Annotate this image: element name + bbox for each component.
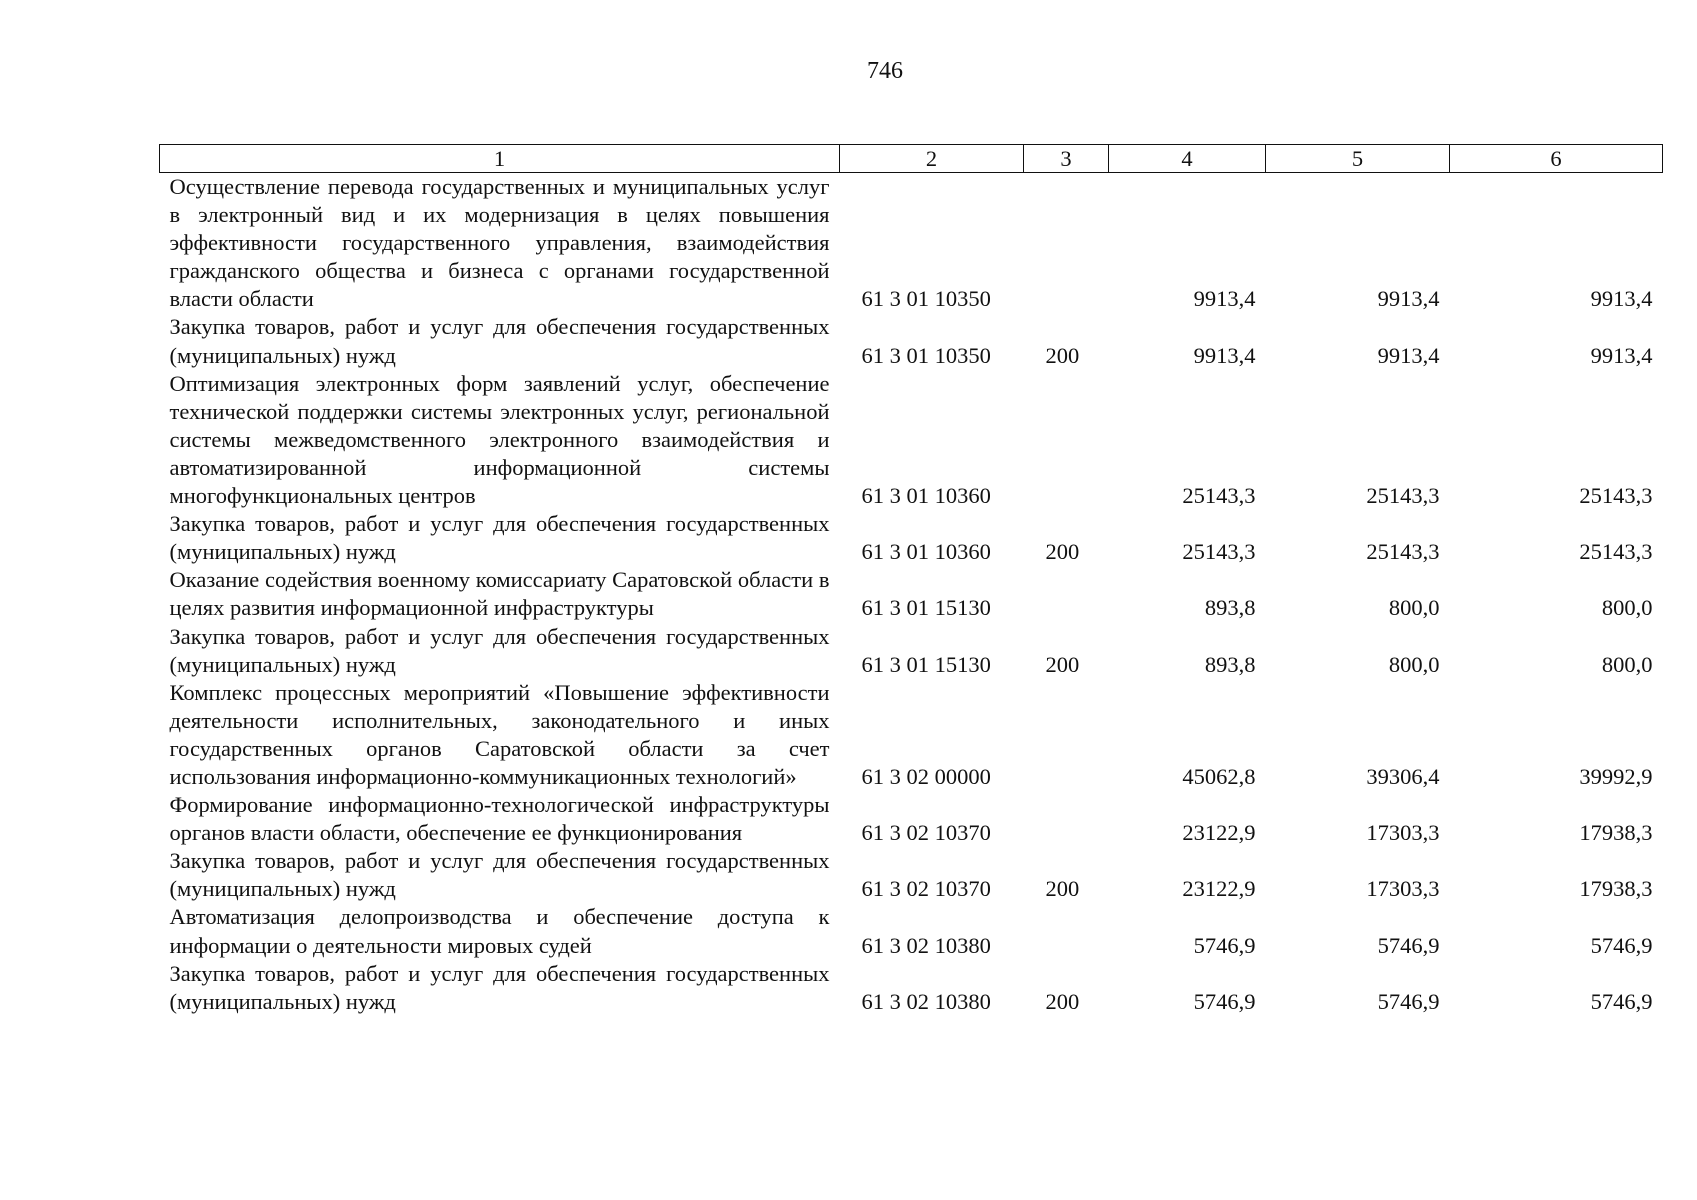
expense-type-code [1024,679,1109,791]
target-item-code: 61 3 01 15130 [861,651,991,677]
target-item-code: 61 3 02 10380 [861,988,991,1014]
amount-col-6: 25143,3 [1579,483,1653,509]
table-header [160,145,1663,173]
target-item-code: 61 3 02 00000 [861,763,991,789]
target-item-code: 61 3 01 10350 [861,342,991,368]
item-name: Закупка товаров, работ и услуг для обеспечения государственных (муниципальных) нужд [169,511,830,565]
column-header-3: 3 [1024,145,1109,173]
item-name: Осуществление перевода государственных и муниципальных услуг в электронный вид и их модернизация в целях повышения эффективности государственного управления, взаимодействия гражданского общества и бизнеса с органами государственной власти области [169,174,830,312]
item-name: Закупка товаров, работ и услуг для обеспечения государственных (муниципальных) нужд [169,623,830,677]
expense-type-code [1024,903,1109,959]
target-item-code: 61 3 01 10360 [861,539,991,565]
item-name: Оптимизация электронных форм заявлений услуг, обеспечение технической поддержки системы электронных услуг, региональной системы межведомственного электронного взаимодействия и автоматизированной информационной системы многофункциональных центров [169,370,830,509]
amount-col-6: 5746,9 [1590,988,1653,1014]
item-name: Закупка товаров, работ и услуг для обеспечения государственных (муниципальных) нужд [169,960,830,1014]
amount-col-6: 17938,3 [1579,876,1653,902]
item-name: Автоматизация делопроизводства и обеспечение доступа к информации о деятельности мировых судей [169,904,830,958]
amount-col-5: 17303,3 [1366,876,1440,902]
amount-col-4: 5746,9 [1193,988,1256,1014]
column-header-4: 4 [1109,145,1266,173]
amount-col-5: 800,0 [1388,651,1440,677]
expense-type-code: 200 [1045,651,1080,677]
expense-type-code: 200 [1045,539,1080,565]
page-number: 746 [867,58,903,84]
table-row [160,679,1663,791]
amount-col-5: 800,0 [1388,595,1440,621]
amount-col-5: 17303,3 [1366,820,1440,846]
amount-col-6: 5746,9 [1590,932,1653,958]
table-row [160,510,1663,566]
column-header-5: 5 [1266,145,1450,173]
table-row [160,566,1663,622]
expense-type-code [1024,566,1109,622]
table-row [160,791,1663,847]
target-item-code: 61 3 01 15130 [861,595,991,621]
amount-col-4: 25143,3 [1182,483,1256,509]
amount-col-4: 9913,4 [1193,286,1256,312]
expense-type-code: 200 [1045,876,1080,902]
target-item-code: 61 3 01 10350 [861,286,991,312]
header-row [160,145,1663,173]
table-row [160,313,1663,369]
amount-col-4: 893,8 [1204,595,1256,621]
target-item-code: 61 3 02 10370 [861,820,991,846]
table-body [160,173,1663,1016]
expense-type-code [1024,791,1109,847]
expense-type-code [1024,173,1109,314]
amount-col-6: 800,0 [1601,595,1653,621]
amount-col-5: 9913,4 [1377,286,1440,312]
amount-col-6: 17938,3 [1579,820,1653,846]
table-row [160,903,1663,959]
table-row [160,960,1663,1016]
expense-type-code: 200 [1045,342,1080,368]
column-header-1: 1 [160,145,840,173]
amount-col-4: 5746,9 [1193,932,1256,958]
column-header-6: 6 [1450,145,1663,173]
expense-type-code [1024,370,1109,510]
amount-col-6: 800,0 [1601,651,1653,677]
amount-col-4: 23122,9 [1182,820,1256,846]
amount-col-5: 9913,4 [1377,342,1440,368]
amount-col-5: 25143,3 [1366,483,1440,509]
target-item-code: 61 3 02 10380 [861,932,991,958]
amount-col-4: 893,8 [1204,651,1256,677]
amount-col-5: 39306,4 [1366,763,1440,789]
amount-col-6: 9913,4 [1590,342,1653,368]
amount-col-6: 39992,9 [1579,763,1653,789]
table-row [160,847,1663,903]
amount-col-6: 9913,4 [1590,286,1653,312]
table-row [160,370,1663,510]
item-name: Закупка товаров, работ и услуг для обеспечения государственных (муниципальных) нужд [169,848,830,902]
item-name: Формирование информационно-технологической инфраструктуры органов власти области, обеспечение ее функционирования [169,792,830,846]
amount-col-5: 5746,9 [1377,988,1440,1014]
expense-type-code: 200 [1045,988,1080,1014]
table-row [160,623,1663,679]
column-header-2: 2 [840,145,1024,173]
item-name: Комплекс процессных мероприятий «Повышение эффективности деятельности исполнительных, законодательного и иных государственных органов Саратовской области за счет использования информационно-коммуникационных технологий» [169,679,830,789]
amount-col-4: 23122,9 [1182,876,1256,902]
target-item-code: 61 3 01 10360 [861,483,991,509]
amount-col-4: 9913,4 [1193,342,1256,368]
amount-col-6: 25143,3 [1579,539,1653,565]
amount-col-4: 25143,3 [1182,539,1256,565]
budget-table [159,144,1663,1016]
amount-col-4: 45062,8 [1182,763,1256,789]
target-item-code: 61 3 02 10370 [861,876,991,902]
item-name: Оказание содействия военному комиссариату Саратовской области в целях развития информационной инфраструктуры [169,567,830,621]
amount-col-5: 25143,3 [1366,539,1440,565]
item-name: Закупка товаров, работ и услуг для обеспечения государственных (муниципальных) нужд [169,314,830,368]
amount-col-5: 5746,9 [1377,932,1440,958]
table-row [160,173,1663,314]
